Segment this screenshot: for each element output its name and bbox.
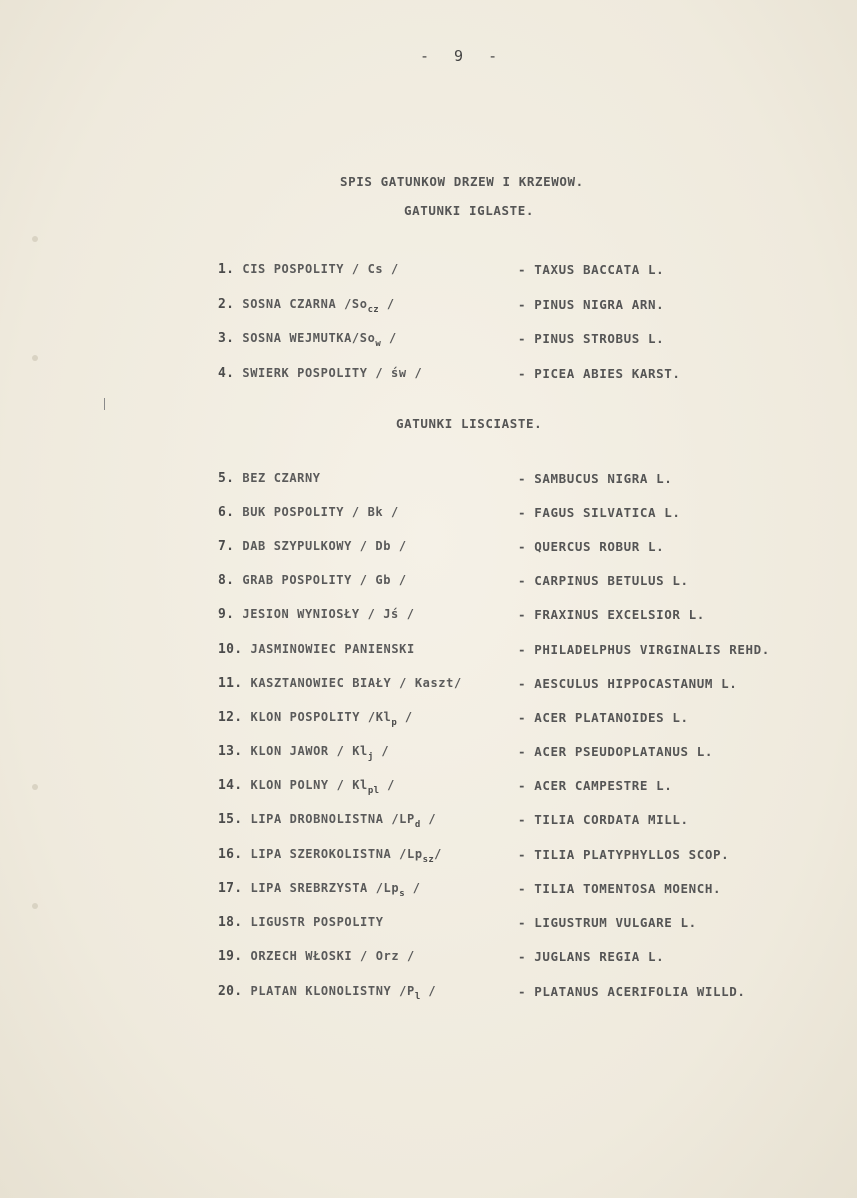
species-name-polish: KASZTANOWIEC BIAŁY / Kaszt/ — [250, 676, 462, 690]
species-name-polish: BUK POSPOLITY / Bk / — [242, 505, 399, 519]
polish-name — [218, 710, 413, 728]
abbreviation-subscript: j — [367, 752, 374, 762]
item-number: 12. — [218, 710, 251, 725]
item-number: 1. — [218, 262, 243, 277]
item-number: 19. — [218, 949, 251, 964]
species-row — [218, 573, 818, 593]
abbreviation-tail: / — [379, 778, 395, 792]
species-row — [218, 778, 818, 798]
polish-name — [218, 539, 407, 554]
abbreviation-subscript: w — [375, 339, 382, 349]
species-name-latin: - SAMBUCUS NIGRA L. — [518, 471, 673, 486]
species-row — [218, 984, 818, 1004]
abbreviation-subscript: p — [391, 718, 398, 728]
species-name-polish: JESION WYNIOSŁY / Jś / — [242, 607, 415, 621]
species-name-polish: ORZECH WŁOSKI / Orz / — [250, 949, 415, 963]
abbreviation-subscript: cz — [367, 305, 380, 315]
species-name-polish: KLON JAWOR / Kl — [250, 744, 368, 758]
species-row — [218, 607, 818, 627]
pencil-mark — [104, 398, 105, 410]
polish-name — [218, 744, 389, 762]
item-number: 16. — [218, 847, 251, 862]
species-row — [218, 505, 818, 525]
polish-name — [218, 642, 415, 657]
punch-hole — [32, 355, 38, 361]
species-row — [218, 812, 818, 832]
species-name-polish: CIS POSPOLITY / Cs / — [242, 262, 399, 276]
species-name-polish: GRAB POSPOLITY / Gb / — [242, 573, 407, 587]
item-number: 11. — [218, 676, 251, 691]
section-heading-deciduous: GATUNKI LISCIASTE. — [396, 416, 543, 431]
species-row — [218, 915, 818, 935]
item-number: 15. — [218, 812, 251, 827]
species-row — [218, 331, 818, 351]
species-row — [218, 539, 818, 559]
polish-name — [218, 676, 462, 691]
section-heading-conifers: GATUNKI IGLASTE. — [404, 203, 535, 218]
abbreviation-tail: / — [420, 984, 437, 998]
species-name-latin: - ACER PSEUDOPLATANUS L. — [518, 744, 714, 759]
species-row — [218, 744, 818, 764]
species-name-latin: - FAGUS SILVATICA L. — [518, 505, 681, 520]
species-name-latin: - LIGUSTRUM VULGARE L. — [518, 915, 697, 930]
item-number: 13. — [218, 744, 251, 759]
species-row — [218, 262, 818, 282]
polish-name — [218, 984, 436, 1002]
abbreviation-tail: / — [397, 710, 413, 724]
species-name-polish: DAB SZYPULKOWY / Db / — [242, 539, 407, 553]
item-number: 6. — [218, 505, 243, 520]
abbreviation-tail: / — [381, 331, 397, 345]
abbreviation-tail: / — [373, 744, 390, 758]
species-name-polish: JASMINOWIEC PANIENSKI — [250, 642, 415, 656]
species-name-polish: PLATAN KLONOLISTNY /P — [250, 984, 415, 998]
species-name-latin: - PINUS NIGRA ARN. — [518, 297, 665, 312]
item-number: 18. — [218, 915, 251, 930]
polish-name — [218, 778, 395, 796]
species-name-polish: LIPA DROBNOLISTNA /LP — [250, 812, 415, 826]
species-name-latin: - ACER PLATANOIDES L. — [518, 710, 689, 725]
polish-name — [218, 881, 421, 899]
item-number: 14. — [218, 778, 251, 793]
item-number: 3. — [218, 331, 243, 346]
abbreviation-tail: / — [379, 297, 395, 311]
species-row — [218, 847, 818, 867]
species-name-latin: - PICEA ABIES KARST. — [518, 366, 681, 381]
item-number: 9. — [218, 607, 243, 622]
species-row — [218, 676, 818, 696]
species-name-polish: LIPA SREBRZYSTA /Lp — [250, 881, 400, 895]
polish-name — [218, 366, 422, 381]
species-name-polish: LIPA SZEROKOLISTNA /Lp — [250, 847, 423, 861]
polish-name — [218, 297, 395, 315]
abbreviation-tail: / — [404, 881, 421, 895]
species-row — [218, 881, 818, 901]
species-name-polish: SOSNA CZARNA /So — [242, 297, 368, 311]
species-name-latin: - JUGLANS REGIA L. — [518, 949, 665, 964]
punch-hole — [32, 784, 38, 790]
polish-name — [218, 331, 397, 349]
species-row — [218, 297, 818, 317]
abbreviation-subscript: l — [414, 992, 421, 1002]
abbreviation-subscript: pl — [367, 786, 380, 796]
item-number: 10. — [218, 642, 251, 657]
item-number: 5. — [218, 471, 243, 486]
species-row — [218, 471, 818, 491]
species-name-polish: BEZ CZARNY — [242, 471, 321, 485]
polish-name — [218, 573, 407, 588]
item-number: 17. — [218, 881, 251, 896]
item-number: 20. — [218, 984, 251, 999]
species-row — [218, 710, 818, 730]
species-name-polish: SOSNA WEJMUTKA/So — [242, 331, 376, 345]
species-name-latin: - CARPINUS BETULUS L. — [518, 573, 689, 588]
polish-name — [218, 949, 415, 964]
item-number: 7. — [218, 539, 243, 554]
species-row — [218, 366, 818, 386]
punch-hole — [32, 236, 38, 242]
species-name-polish: KLON POLNY / Kl — [250, 778, 368, 792]
species-name-polish: LIGUSTR POSPOLITY — [250, 915, 384, 929]
polish-name — [218, 471, 321, 486]
page-number: - 9 - — [420, 47, 506, 65]
species-name-latin: - AESCULUS HIPPOCASTANUM L. — [518, 676, 738, 691]
abbreviation-subscript: s — [399, 889, 405, 899]
species-name-latin: - ACER CAMPESTRE L. — [518, 778, 673, 793]
abbreviation-tail: / — [434, 847, 442, 861]
polish-name — [218, 847, 442, 865]
abbreviation-subscript: d — [414, 820, 421, 830]
abbreviation-subscript: sz — [422, 855, 435, 865]
species-name-polish: SWIERK POSPOLITY / św / — [242, 366, 423, 380]
species-name-latin: - TILIA CORDATA MILL. — [518, 812, 689, 827]
species-name-latin: - TILIA PLATYPHYLLOS SCOP. — [518, 847, 730, 862]
polish-name — [218, 607, 415, 622]
polish-name — [218, 505, 399, 520]
polish-name — [218, 915, 384, 930]
item-number: 8. — [218, 573, 243, 588]
item-number: 4. — [218, 366, 243, 381]
punch-hole — [32, 903, 38, 909]
species-name-latin: - TAXUS BACCATA L. — [518, 262, 665, 277]
abbreviation-tail: / — [420, 812, 437, 826]
polish-name — [218, 262, 399, 277]
species-name-latin: - PINUS STROBUS L. — [518, 331, 665, 346]
species-name-latin: - FRAXINUS EXCELSIOR L. — [518, 607, 705, 622]
polish-name — [218, 812, 436, 830]
species-row — [218, 642, 818, 662]
item-number: 2. — [218, 297, 243, 312]
species-row — [218, 949, 818, 969]
species-name-polish: KLON POSPOLITY /Kl — [250, 710, 392, 724]
species-name-latin: - QUERCUS ROBUR L. — [518, 539, 665, 554]
species-name-latin: - PLATANUS ACERIFOLIA WILLD. — [518, 984, 746, 999]
species-name-latin: - TILIA TOMENTOSA MOENCH. — [518, 881, 722, 896]
species-name-latin: - PHILADELPHUS VIRGINALIS REHD. — [518, 642, 770, 657]
document-title: SPIS GATUNKOW DRZEW I KRZEWOW. — [340, 174, 584, 189]
